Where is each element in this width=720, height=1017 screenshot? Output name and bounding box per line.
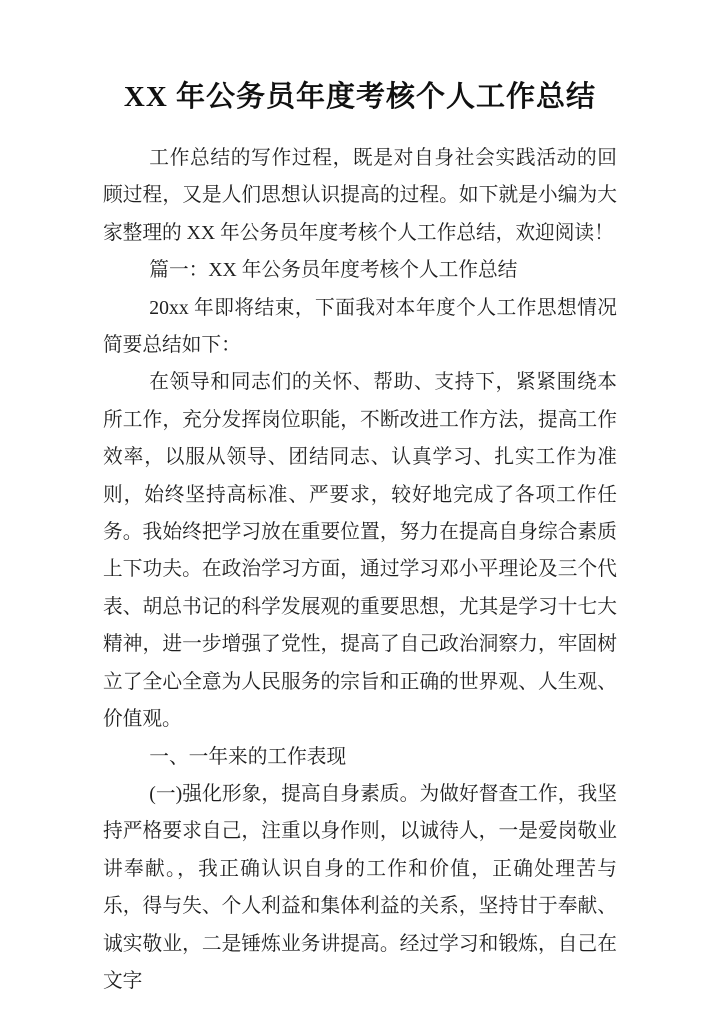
paragraph: 工作总结的写作过程，既是对自身社会实践活动的回顾过程，又是人们思想认识提高的过程。如下就是小编为大家整理的 XX 年公务员年度考核个人工作总结，欢迎阅读！ (103, 147, 617, 244)
paragraph: 一、一年来的工作表现 (149, 745, 347, 768)
document-title: XX 年公务员年度考核个人工作总结 (123, 81, 597, 113)
document-body (103, 140, 617, 1000)
paragraph: (一)强化形象，提高自身素质。为做好督查工作，我坚持严格要求自己，注重以身作则，以诚待人，一是爱岗敬业讲奉献。，我正确认识自身的工作和价值，正确处理苦与乐，得与失、个人利益和集体利益的关系，坚持甘于奉献、诚实敬业，二是锤炼业务讲提高。经过学习和锻炼，自己在文字 (103, 782, 617, 992)
paragraph: 篇一：XX 年公务员年度考核个人工作总结 (149, 259, 518, 282)
paragraph: 20xx 年即将结束，下面我对本年度个人工作思想情况简要总结如下： (103, 296, 617, 357)
paragraph: 在领导和同志们的关怀、帮助、支持下，紧紧围绕本所工作，充分发挥岗位职能，不断改进工作方法，提高工作效率，以服从领导、团结同志、认真学习、扎实工作为准则，始终坚持高标准、严要求，较好地完成了各项工作任务。我始终把学习放在重要位置，努力在提高自身综合素质上下功夫。在政治学习方面，通过学习邓小平理论及三个代表、胡总书记的科学发展观的重要思想，尤其是学习十七大精神，进一步增强了党性，提高了自己政治洞察力，牢固树立了全心全意为人民服务的宗旨和正确的世界观、人生观、价值观。 (103, 371, 617, 731)
